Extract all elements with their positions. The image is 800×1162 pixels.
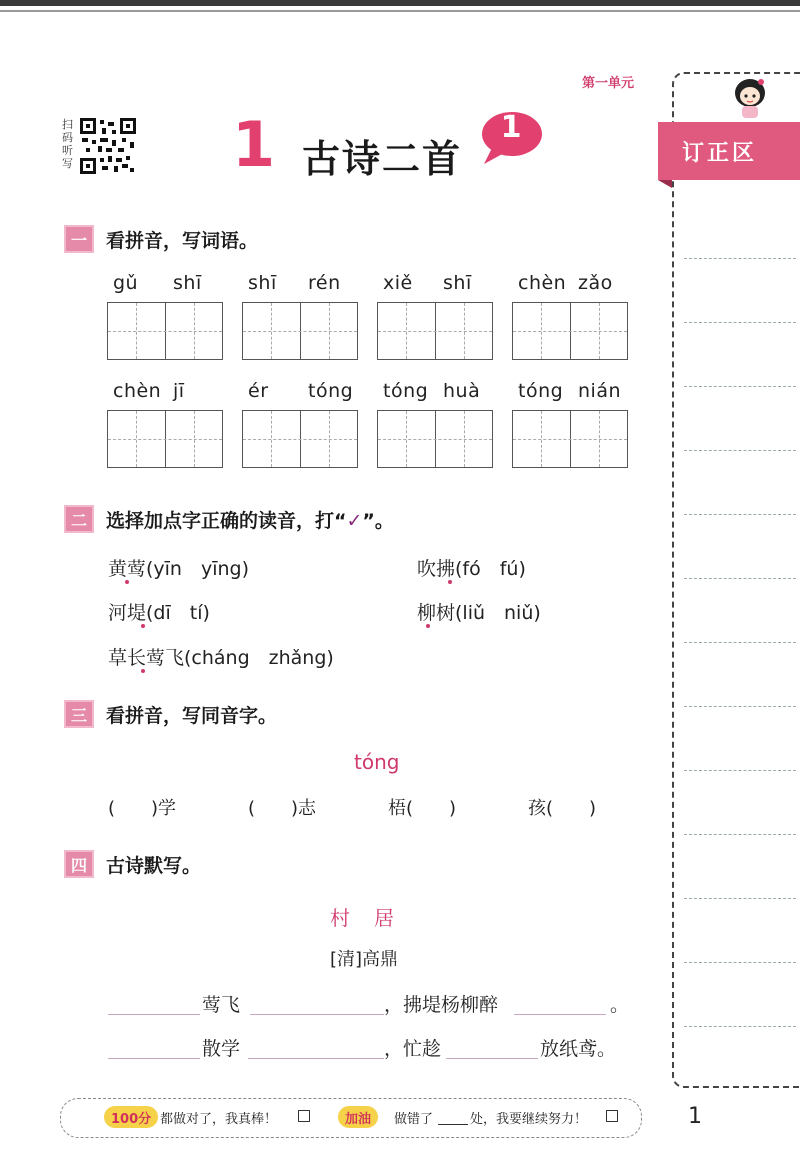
pinyin-syllable: xiě <box>383 272 413 294</box>
writing-grid[interactable] <box>107 302 223 360</box>
poem-blank-5[interactable] <box>248 1058 384 1059</box>
homophone-blank-4[interactable]: 孩( ) <box>528 798 597 819</box>
section-1-heading <box>64 225 258 253</box>
pinyin-syllable: rén <box>308 272 341 294</box>
cartoon-girl-icon <box>728 76 772 122</box>
section-4-heading <box>64 850 201 878</box>
page-number: 1 <box>688 1104 702 1129</box>
pinyin-syllable: tóng <box>308 380 354 402</box>
reading-item-1[interactable]: 黄莺(yīn yīng) <box>108 558 250 580</box>
section-2-heading <box>64 505 394 533</box>
homophone-blank-3[interactable]: 梧( ) <box>388 798 457 819</box>
section-2-badge: 二 <box>64 505 94 533</box>
section-3-badge: 三 <box>64 700 94 728</box>
emphasis-dot <box>448 580 452 584</box>
poem-line-2-part-2: ，忙趁 <box>384 1038 442 1060</box>
writing-grid[interactable] <box>512 410 628 468</box>
homophone-blank-2[interactable]: ( )志 <box>248 798 317 819</box>
correction-line <box>684 322 796 323</box>
section-1-badge: 一 <box>64 225 94 253</box>
pinyin-syllable: shī <box>173 272 202 294</box>
writing-grid[interactable] <box>512 302 628 360</box>
pinyin-syllable: huà <box>443 380 481 402</box>
error-count-blank[interactable] <box>438 1124 468 1125</box>
footer-text-1: 都做对了，我真棒！ <box>160 1112 278 1127</box>
pinyin-syllable: chèn <box>518 272 567 294</box>
correction-line <box>684 1026 796 1027</box>
poem-line-1-part-2: ，拂堤杨柳醉 <box>384 994 499 1016</box>
emphasis-dot <box>125 580 129 584</box>
writing-grid[interactable] <box>107 410 223 468</box>
correction-line <box>684 578 796 579</box>
homophone-blank-1[interactable]: ( )学 <box>108 798 177 819</box>
pinyin-syllable: shī <box>443 272 472 294</box>
top-border-thin <box>0 10 800 12</box>
score-badge: 100分 <box>104 1106 158 1128</box>
reading-item-4[interactable]: 柳树(liǔ niǔ) <box>417 602 541 624</box>
footer-text-2a: 做错了 <box>394 1112 434 1127</box>
homophone-pinyin: tóng <box>354 750 400 774</box>
poem-line-1-end: 。 <box>610 994 630 1016</box>
pinyin-syllable: tóng <box>383 380 429 402</box>
poem-author: [清]高鼎 <box>330 949 399 970</box>
footer-text-2b: 处，我要继续努力！ <box>470 1112 588 1127</box>
pinyin-syllable: ér <box>248 380 269 402</box>
pinyin-syllable: shī <box>248 272 277 294</box>
emphasis-dot <box>426 624 430 628</box>
poem-line-1-part-1: 莺飞 <box>202 994 241 1016</box>
poem-line-2-part-1: 散学 <box>202 1038 241 1060</box>
unit-label: 第一单元 <box>582 76 635 91</box>
reading-item-3[interactable]: 河堤(dī tí) <box>108 602 210 624</box>
correction-line <box>684 962 796 963</box>
poem-line-2-part-3: 放纸鸢。 <box>540 1038 617 1060</box>
poem-blank-3[interactable] <box>514 1014 606 1015</box>
correction-line <box>684 450 796 451</box>
top-border <box>0 0 800 6</box>
cheer-badge: 加油 <box>338 1106 378 1128</box>
section-1-title: 看拼音，写词语。 <box>106 229 259 252</box>
lesson-number: 1 <box>232 108 276 181</box>
poem-blank-4[interactable] <box>108 1058 200 1059</box>
writing-grid[interactable] <box>377 410 493 468</box>
emphasis-dot <box>141 624 145 628</box>
writing-grid[interactable] <box>242 302 358 360</box>
correction-banner: 订正区 <box>658 122 800 180</box>
poem-blank-1[interactable] <box>108 1014 200 1015</box>
correction-line <box>684 642 796 643</box>
pinyin-syllable: jī <box>173 380 185 402</box>
qr-code-icon[interactable] <box>80 118 136 174</box>
correction-line <box>684 898 796 899</box>
poem-blank-6[interactable] <box>446 1058 538 1059</box>
all-correct-checkbox[interactable] <box>298 1110 310 1122</box>
pinyin-syllable: tóng <box>518 380 564 402</box>
pinyin-syllable: gǔ <box>113 272 139 294</box>
section-2-title-post: ”。 <box>362 509 394 532</box>
keep-trying-checkbox[interactable] <box>606 1110 618 1122</box>
lesson-title: 古诗二首 <box>302 137 463 181</box>
pinyin-syllable: nián <box>578 380 622 402</box>
qr-caption: 扫码听写 <box>62 118 73 170</box>
section-3-title: 看拼音，写同音字。 <box>106 704 278 727</box>
pinyin-syllable: chèn <box>113 380 162 402</box>
section-4-title: 古诗默写。 <box>106 854 202 877</box>
correction-line <box>684 258 796 259</box>
correction-line <box>684 706 796 707</box>
banner-fold <box>658 180 672 188</box>
poem-blank-2[interactable] <box>250 1014 384 1015</box>
emphasis-dot <box>141 669 145 673</box>
writing-grid[interactable] <box>242 410 358 468</box>
section-3-heading <box>64 700 277 728</box>
section-4-badge: 四 <box>64 850 94 878</box>
part-number: 1 <box>500 110 522 145</box>
correction-line <box>684 770 796 771</box>
correction-area <box>672 72 800 1088</box>
poem-title: 村居 <box>330 906 418 930</box>
reading-item-5[interactable]: 草长莺飞(cháng zhǎng) <box>108 647 334 669</box>
checkmark-icon: ✓ <box>346 509 363 532</box>
correction-line <box>684 834 796 835</box>
reading-item-2[interactable]: 吹拂(fó fú) <box>417 558 526 580</box>
section-2-title-pre: 选择加点字正确的读音，打“ <box>106 509 347 532</box>
writing-grid[interactable] <box>377 302 493 360</box>
pinyin-syllable: zǎo <box>578 272 613 294</box>
correction-line <box>684 386 796 387</box>
section-2-title <box>106 506 394 533</box>
correction-line <box>684 514 796 515</box>
